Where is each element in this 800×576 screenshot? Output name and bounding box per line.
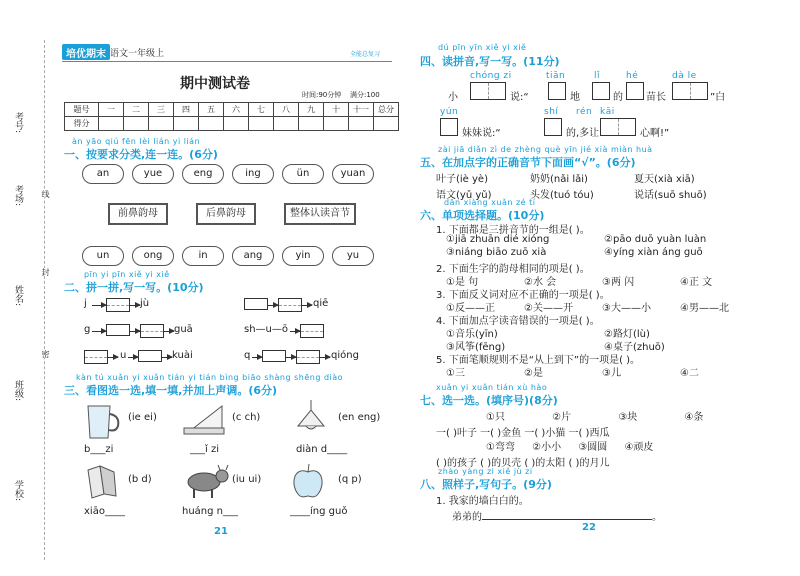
score-row-label: 得分	[65, 117, 99, 131]
arrow	[130, 305, 140, 306]
sign-front-nasal: 前鼻韵母	[108, 203, 168, 225]
score-header-cell: 九	[299, 103, 324, 117]
arrow	[92, 331, 106, 332]
answer-box[interactable]	[84, 350, 108, 364]
char-grid[interactable]	[548, 82, 566, 100]
q2-title: 二、拼一拼,写一写。(10分)	[64, 281, 204, 294]
q2-item-shuo: sh—u—ō	[244, 324, 289, 335]
char-grid[interactable]	[544, 118, 562, 136]
q6-option[interactable]: ④正 文	[680, 277, 713, 288]
arrow	[108, 357, 118, 358]
q3-option-4: (b d)	[128, 474, 152, 485]
syllable-cloud[interactable]: yue	[132, 164, 174, 184]
char-grid[interactable]	[592, 82, 610, 100]
q2-item-kuai: kuài	[172, 350, 193, 361]
score-header-cell: 一	[99, 103, 124, 117]
q4-text-di: 地	[570, 92, 580, 103]
q3-answer-5[interactable]: huáng n___	[182, 506, 239, 517]
answer-box[interactable]	[278, 298, 302, 312]
arrow	[268, 305, 278, 306]
q6-option[interactable]: ①音乐(yīn)	[446, 329, 498, 340]
arrow	[320, 357, 330, 358]
q7-choice: ②片	[552, 412, 572, 423]
answer-box[interactable]	[296, 350, 320, 364]
arrow	[164, 331, 174, 332]
q7-choice: ②小小	[532, 442, 562, 453]
q3-pinyin: kàn tú xuǎn yi xuǎn tián yi tián bìng biāo shàng shēng diào	[76, 373, 344, 382]
q7-choice: ①只	[486, 412, 505, 423]
char-grid[interactable]	[600, 118, 636, 136]
page-number-left: 21	[214, 526, 228, 537]
arrow	[130, 331, 140, 332]
sidebar-name: 姓名:	[13, 285, 23, 307]
full-score: 满分:100	[350, 91, 380, 99]
q6-option[interactable]: ①是 句	[446, 277, 479, 288]
q6-option[interactable]: ④yíng xiàn áng guō	[604, 247, 703, 258]
q5-item-6[interactable]: 说话(suō shuō)	[634, 190, 707, 201]
syllable-cloud[interactable]: yin	[282, 246, 324, 266]
q8-prompt-text: 弟弟的	[452, 512, 482, 523]
lamp-icon	[290, 400, 332, 436]
q8-answer-line[interactable]	[482, 519, 652, 520]
cut-mark-line: 线	[41, 190, 50, 198]
q6-option[interactable]: ②是	[524, 368, 543, 379]
score-table	[64, 102, 399, 131]
q6-title: 六、单项选择题。(10分)	[420, 209, 545, 222]
q7-choice: ④条	[684, 412, 704, 423]
cup-icon	[82, 400, 122, 440]
score-cell[interactable]	[174, 117, 199, 131]
ruler-icon	[182, 402, 226, 438]
q5-title: 五、在加点字的正确音节下面画“√”。(6分)	[420, 156, 636, 169]
q7-choice: ③块	[618, 412, 638, 423]
q5-item-2[interactable]: 奶奶(nǎi lǎi)	[530, 174, 588, 185]
q6-option[interactable]: ③大——小	[602, 303, 651, 314]
header-rule	[62, 61, 392, 62]
q6-option[interactable]: ③niáng biāo zuō xià	[446, 247, 547, 258]
score-header-cell: 十一	[349, 103, 374, 117]
eraser-icon	[82, 460, 122, 500]
q5-item-5[interactable]: 头发(tuó tóu)	[530, 190, 594, 201]
q5-item-4[interactable]: 语文(yǔ yǔ)	[436, 190, 492, 201]
syllable-cloud[interactable]: eng	[182, 164, 224, 184]
q4-pinyin-kai: kāi	[600, 107, 615, 117]
q1-title: 一、按要求分类,连一连。(6分)	[64, 148, 218, 161]
q4-pinyin-dale: dà le	[672, 71, 697, 81]
score-cell[interactable]	[149, 117, 174, 131]
score-cell[interactable]	[199, 117, 224, 131]
q8-example: 1. 我家的墙白白的。	[436, 496, 529, 507]
q4-pinyin-he: hé	[626, 71, 639, 81]
syllable-cloud[interactable]: in	[182, 246, 224, 266]
score-header-cell: 题号	[65, 103, 99, 117]
syllable-cloud[interactable]: an	[82, 164, 124, 184]
q2-item-qie: qiē	[313, 298, 329, 309]
q2-g: g	[84, 324, 91, 335]
sidebar-exam-room: 考场:	[13, 185, 23, 207]
page-number-right: 22	[582, 522, 596, 533]
q4-text-meimei: 妹妹说:“	[462, 128, 501, 139]
q6-question: 4. 下面加点字读音错误的一项是( )。	[436, 316, 600, 327]
q6-question: 3. 下面反义词对应不正确的一项是( )。	[436, 290, 610, 301]
q6-question: 5. 下面笔顺规则不是“从上到下”的一项是( )。	[436, 355, 641, 366]
q7-choices-1	[486, 408, 703, 423]
q8-prompt: 弟弟的 。	[452, 512, 662, 523]
q7-line-2[interactable]: ( )的孩子 ( )的贝壳 ( )的太阳 ( )的月儿	[436, 458, 610, 469]
cut-mark-secret: 密	[41, 350, 50, 358]
answer-box[interactable]	[106, 324, 130, 336]
cut-mark-seal: 封	[41, 268, 50, 276]
q2-pinyin: pīn yi pīn xiě yi xiě	[84, 270, 170, 279]
apple-icon	[288, 462, 328, 500]
q3-answer-1[interactable]: b___zi	[84, 444, 114, 455]
cow-icon	[180, 462, 232, 500]
q6-option[interactable]: ③两 闪	[602, 277, 635, 288]
arrow	[252, 357, 262, 358]
syllable-cloud[interactable]: ang	[232, 246, 274, 266]
q2-j: j	[84, 298, 87, 309]
answer-box[interactable]	[106, 298, 130, 312]
q5-item-1[interactable]: 叶子(iè yè)	[436, 174, 488, 185]
q4-text-xin: 心啊!”	[640, 128, 670, 139]
sign-back-nasal: 后鼻韵母	[196, 203, 256, 225]
answer-box[interactable]	[244, 298, 268, 310]
q2-item-gua: guā	[174, 324, 193, 335]
syllable-cloud[interactable]: yu	[332, 246, 374, 266]
arrow	[302, 305, 312, 306]
q6-option[interactable]: ②关——开	[524, 303, 573, 314]
arrow	[286, 357, 296, 358]
q7-line-1[interactable]: 一( )叶子 一( )金鱼 一( )小猫 一( )西瓜	[436, 428, 610, 439]
q8-title: 八、照样子,写句子。(9分)	[420, 478, 552, 491]
score-cell[interactable]	[224, 117, 249, 131]
q4-text-shuo: 说:“	[510, 92, 529, 103]
page-title: 期中测试卷	[180, 76, 250, 92]
q6-option[interactable]: ①三	[446, 368, 465, 379]
score-cell[interactable]	[374, 117, 399, 131]
q6-option[interactable]: ①jiā zhuān dié xióng	[446, 234, 550, 245]
q7-choices-2	[486, 438, 653, 453]
score-header-cell: 总分	[374, 103, 399, 117]
q3-option-6: (q p)	[338, 474, 362, 485]
char-grid[interactable]	[440, 118, 458, 136]
score-cell[interactable]	[274, 117, 299, 131]
score-header-cell: 四	[174, 103, 199, 117]
answer-box[interactable]	[262, 350, 286, 362]
q3-answer-6[interactable]: ____íng guǒ	[290, 506, 348, 517]
q4-pinyin-tian: tiān	[546, 71, 566, 81]
score-header-cell: 七	[249, 103, 274, 117]
header-tag: 全能总复习	[350, 51, 381, 58]
answer-box[interactable]	[140, 324, 164, 338]
q4-text-de: 的	[613, 92, 623, 103]
q6-pinyin: dān xiàng xuǎn zé tí	[444, 198, 536, 207]
arrow	[162, 357, 172, 358]
char-grid[interactable]	[672, 82, 708, 100]
q1-pinyin: àn yāo qiú fēn lèi lián yi lián	[72, 137, 201, 146]
syllable-cloud[interactable]: ing	[232, 164, 274, 184]
q6-option[interactable]: ④男——北	[680, 303, 729, 314]
q4-pinyin-yun: yún	[440, 107, 459, 117]
q8-pinyin: zhào yàng zi xiě jù zi	[438, 467, 533, 476]
time-limit: 时间:90分钟	[302, 91, 342, 99]
arrow	[92, 305, 106, 306]
q4-pinyin-li: lǐ	[594, 71, 601, 81]
q4-title: 四、读拼音,写一写。(11分)	[420, 55, 560, 68]
q6-option[interactable]: ②pāo duō yuàn luàn	[604, 234, 707, 245]
brand-logo: 培优期末	[62, 44, 110, 60]
score-header-cell: 十	[324, 103, 349, 117]
q2-q: q	[244, 350, 251, 361]
q3-answer-4[interactable]: xiāo____	[84, 506, 125, 517]
q7-title: 七、选一选。(填序号)(8分)	[420, 394, 558, 407]
q6-option[interactable]: ③儿	[602, 368, 621, 379]
q4-text-xiao: 小	[448, 92, 458, 103]
q3-title: 三、看图选一选,填一填,并加上声调。(6分)	[64, 384, 278, 397]
score-header-cell: 五	[199, 103, 224, 117]
q5-pinyin: zài jiā diǎn zì de zhèng què yīn jié xià miàn huà	[438, 145, 653, 154]
score-cell[interactable]	[324, 117, 349, 131]
q4-text-bai: ”白	[710, 92, 726, 103]
q7-choice: ④顽皮	[624, 442, 654, 453]
score-header-cell: 二	[124, 103, 149, 117]
score-cell[interactable]	[299, 117, 324, 131]
answer-box[interactable]	[138, 350, 162, 362]
q3-option-2: (c ch)	[232, 412, 261, 423]
q3-option-1: (ie ei)	[128, 412, 157, 423]
score-header-cell: 八	[274, 103, 299, 117]
score-header-cell: 六	[224, 103, 249, 117]
q7-choice: ③圆圆	[578, 442, 608, 453]
score-header-cell: 三	[149, 103, 174, 117]
arrow	[290, 331, 300, 332]
score-cell[interactable]	[349, 117, 374, 131]
q7-choice: ①弯弯	[486, 442, 515, 453]
q6-question: 2. 下面生字的韵母相同的项是( )。	[436, 264, 590, 275]
q6-option[interactable]: ②水 会	[524, 277, 557, 288]
q6-option[interactable]: ①反——正	[446, 303, 495, 314]
sidebar-school: 学校:	[13, 480, 23, 502]
score-cell[interactable]	[124, 117, 149, 131]
q5-item-3[interactable]: 夏天(xià xiā)	[634, 174, 695, 185]
sign-whole-syllable: 整体认读音节	[284, 203, 356, 225]
q4-pinyin: dú pīn yīn xiě yi xiě	[438, 43, 527, 52]
q4-text-duorang: 的,多让	[566, 128, 600, 139]
q4-pinyin-chongzi: chóng zi	[470, 71, 512, 81]
syllable-cloud[interactable]: yuan	[332, 164, 374, 184]
q2-item-ju: jù	[140, 298, 150, 309]
score-cell[interactable]	[249, 117, 274, 131]
q4-text-miaozhang: 苗长	[646, 92, 666, 103]
syllable-cloud[interactable]: ün	[282, 164, 324, 184]
q7-pinyin: xuǎn yi xuǎn tián xù hào	[436, 383, 548, 392]
char-grid[interactable]	[470, 82, 506, 100]
q6-option[interactable]: ④桌子(zhuō)	[604, 342, 665, 353]
q2-u: u	[120, 350, 127, 361]
sidebar-class: 班级:	[13, 380, 23, 402]
q3-answer-3[interactable]: diàn d____	[296, 444, 348, 455]
sidebar-exam-number: 考号:	[13, 112, 23, 134]
syllable-cloud[interactable]: ong	[132, 246, 174, 266]
q6-question: 1. 下面都是三拼音节的一组是( )。	[436, 225, 590, 236]
q6-option[interactable]: ④二	[680, 368, 699, 379]
q3-answer-2[interactable]: ___ǐ zi	[190, 444, 219, 455]
q3-option-3: (en eng)	[338, 412, 381, 423]
q4-pinyin-ren: rén	[576, 107, 593, 117]
arrow	[128, 357, 138, 358]
score-cell[interactable]	[99, 117, 124, 131]
q6-option[interactable]: ②路灯(lù)	[604, 329, 650, 340]
grade-label: 语文一年级上	[110, 49, 165, 59]
q2-item-qiong: qióng	[331, 350, 359, 361]
q3-option-5: (iu ui)	[232, 474, 262, 485]
answer-box[interactable]	[300, 324, 324, 338]
q4-pinyin-shi: shí	[544, 107, 559, 117]
char-grid[interactable]	[626, 82, 644, 100]
binding-line	[44, 40, 45, 560]
q6-option[interactable]: ③风筝(fēng)	[446, 342, 506, 353]
syllable-cloud[interactable]: un	[82, 246, 124, 266]
